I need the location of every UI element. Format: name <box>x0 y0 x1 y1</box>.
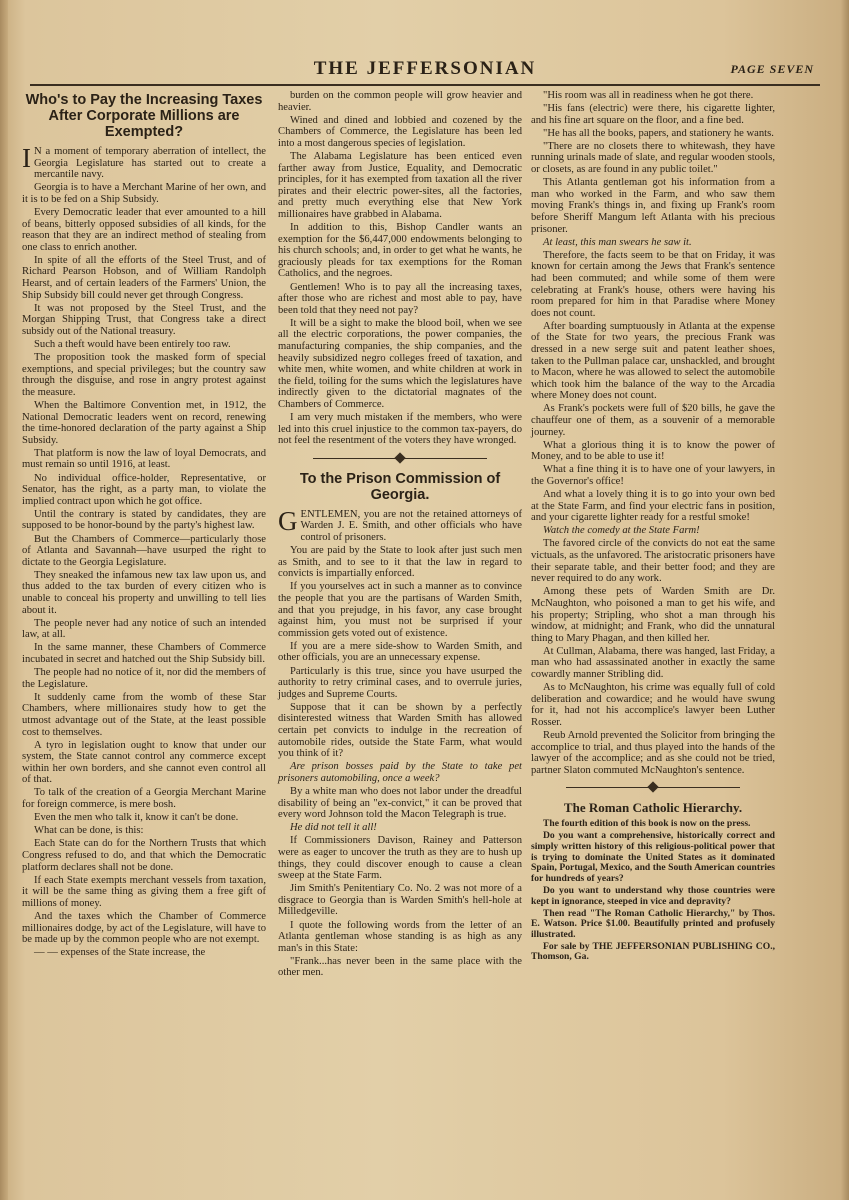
page-left-edge <box>0 0 8 1200</box>
paragraph: And the taxes which the Chamber of Commerce millionaires dodge, by act of the Legislature, will have to be made up by the common people who are not exempt. <box>22 910 266 946</box>
drop-cap: I <box>22 143 31 173</box>
paragraph: The proposition took the masked form of special exemptions, and special privileges; but the country saw through the disguise, and rose in angry protest against the measure. <box>22 352 266 398</box>
paragraph: The people had no notice of it, nor did the members of the Legislature. <box>22 667 266 690</box>
paragraph: Until the contrary is stated by candidates, they are supposed to be honor-bound by the party's highest law. <box>22 508 266 532</box>
paragraph: But the Chambers of Commerce—particularly those of Atlanta and Savannah—have usurped the right to dictate to the Georgia Legislature. <box>22 533 266 568</box>
paragraph: In addition to this, Bishop Candler wants an exemption for the $6,447,000 endowments belonging to his church schools; and, in order to get what he wants, he graciously pleads for tax exemptions for the Roman Catholics, and the negroes. <box>278 222 522 280</box>
column-3 <box>531 90 775 965</box>
lead-text: ENTLEMEN, you are not the retained attorneys of Warden J. E. Smith, and other officials who have control of prisoners. <box>300 508 522 543</box>
drop-cap: G <box>278 505 298 536</box>
section-divider <box>566 781 740 794</box>
paragraph: A tyro in legislation ought to know that under our system, the State cannot control any commerce except within her own borders, and she cannot even control all of that. <box>22 739 266 786</box>
book-advertisement <box>531 819 775 963</box>
paragraph: It was not proposed by the Steel Trust, and the Morgan Shipping Trust, that Congress take a direct subsidy out of the National treasury. <box>22 302 266 337</box>
paragraph: You are paid by the State to look after just such men as Smith, and to see to it that the law in regard to convicts is impartially enforced. <box>278 545 522 580</box>
paragraph: Such a theft would have been entirely too raw. <box>34 339 231 350</box>
paragraph: Every Democratic leader that ever amounted to a hill of beans, bitterly opposed subsidies of all kinds, for the reason that they are an indirect method of stealing from one class to enrich another. <box>22 206 266 253</box>
paragraph: "His fans (electric) were there, his cigarette lighter, and his fine art square on the floor, and a fine bed. <box>531 103 775 126</box>
paragraph: Do you want a comprehensive, historically correct and simply written history of this religious-political power that is trying to dominate the United States as it dominated Spain, Portugal, Mexico, and the South American countries for hundreds of years? <box>531 830 775 884</box>
paragraph: To talk of the creation of a Georgia Merchant Marine for foreign commerce, is mere bosh. <box>22 787 266 811</box>
paragraph: I am very much mistaken if the members, who were led into this cruel injustice to the common tax-payers, do not feel the resentment of the voters they have wronged. <box>278 412 522 447</box>
paragraph: Particularly is this true, since you have usurped the authority to retry criminal cases, and to overrule juries, judges and Supreme Courts. <box>278 665 522 700</box>
paragraph: The people never had any notice of such an intended law, at all. <box>22 617 266 641</box>
paragraph: The fourth edition of this book is now on the press. <box>543 818 751 830</box>
paragraph: If you yourselves act in such a manner as to convince the people that you are the partisans of Warden Smith, and that you prejudge, in his favor, any case brought against him, you must not be surprised if your commission gets voted out of existence. <box>278 581 522 639</box>
paragraph: The Alabama Legislature has been enticed even farther away from Justice, Equality, and Democratic principles, for it has exempted from taxation all the river pirates and their electric power-sites, all the factories, and pretty much everything else that New York millionaires have grabbed in Alabama. <box>278 150 522 220</box>
masthead <box>30 58 820 84</box>
paragraph: As to McNaughton, his crime was equally full of cold deliberation and cowardice; and he would have swung for it, had not his accomplice's lawyer been Luther Rosser. <box>531 682 775 728</box>
paragraph: It suddenly came from the womb of these Star Chambers, where millionaires study how to get the utmost advantage out of the State, at the least possible cost to themselves. <box>22 691 266 738</box>
paragraph: And what a lovely thing it is to go into your own bed at the State Farm, and find your electric fans in position, and your cigarette lighter ready for a restful smoke! <box>531 489 775 524</box>
paragraph: Watch the comedy at the State Farm! <box>543 525 700 537</box>
paragraph: burden on the common people will grow heavier and heavier. <box>278 90 522 113</box>
paragraph: For sale by THE JEFFERSONIAN PUBLISHING CO., Thomson, Ga. <box>531 940 775 963</box>
paragraph: In the same manner, these Chambers of Commerce incubated in secret and hatched out the Ship Subsidy bill. <box>22 642 266 665</box>
article-body-prison-cont <box>531 90 775 776</box>
paragraph: "He has all the books, papers, and stationery he wants. <box>543 127 774 139</box>
paragraph: At least, this man swears he saw it. <box>543 236 692 248</box>
paragraph: What a glorious thing it is to know the power of Money, and to be able to use it! <box>531 439 775 463</box>
paragraph: "His room was all in readiness when he got there. <box>543 90 754 101</box>
column-2 <box>278 90 522 980</box>
lead-text: N a moment of temporary aberration of intellect, the Georgia Legislature has started out to create a mercantile navy. <box>34 146 266 181</box>
paragraph: — — expenses of the State increase, the <box>34 947 206 959</box>
paragraph: "There are no closets there to whitewash, they have running urinals made of slate, and regular wooden stools, or closets, as are found in any public toilet." <box>531 140 775 176</box>
paragraph: Among these pets of Warden Smith are Dr. McNaughton, who poisoned a man to get his wife, and his property; Stripling, who shot a man through his window, at midnight; and Frank, who did the unnatural thing to Mary Phagan, and then killed her. <box>531 586 775 644</box>
page-number: PAGE SEVEN <box>730 62 814 76</box>
article-title-taxes: Who's to Pay the Increasing Taxes After Corporate Millions are Exempted? <box>25 92 263 140</box>
paragraph: When the Baltimore Convention met, in 1912, the National Democratic leaders went on record, renewing the time-honored declaration of the party against a Ship Subsidy. <box>22 399 266 446</box>
paragraph: If you are a mere side-show to Warden Smith, and other officials, you are an unnecessary expense. <box>278 640 522 664</box>
article-lead <box>22 143 266 181</box>
section-divider <box>313 452 487 465</box>
paragraph: Even the men who talk it, know it can't be done. <box>34 812 239 824</box>
page-right-edge <box>841 0 849 1200</box>
paragraph: No individual office-holder, Representative, or Senator, has the right, as a party man, to violate the implied contract upon which he got office. <box>22 472 266 507</box>
paragraph: Georgia is to have a Merchant Marine of her own, and it is to be fed on a Ship Subsidy. <box>22 182 266 205</box>
paragraph: I quote the following words from the letter of an Atlanta gentleman whose standing is as high as any man's in this State: <box>278 919 522 954</box>
paragraph: What can be done, is this: <box>34 825 144 837</box>
paragraph: Suppose that it can be shown by a perfectly disinterested witness that Warden Smith has allowed certain pet convicts to indulge in the recreation of automobile rides, outside the State Farm, what would you think of it? <box>278 701 522 760</box>
paragraph: Then read "The Roman Catholic Hierarchy," by Thos. E. Watson. Price $1.00. Beautifully printed and profusely illustrated. <box>531 907 775 940</box>
paragraph: If Commissioners Davison, Rainey and Patterson were as eager to uncover the truth as they are to hush up things, they could discover enough to cause a clean sweep at the State Farm. <box>278 835 522 882</box>
paragraph: The favored circle of the convicts do not eat the same victuals, as the unfavored. The aristocratic prisoners have their separate table, and their better food; and they are never required to do any work. <box>531 538 775 585</box>
paragraph: Are prison bosses paid by the State to take pet prisoners automobiling, once a week? <box>278 761 522 784</box>
paragraph: Therefore, the facts seem to be that on Friday, it was known for certain among the Jews that Frank's sentence had been commuted; and while some of them were celebrating at Frank's house, others were having his room prepared for him in that Paradise where Money does not count. <box>531 249 775 319</box>
paragraph: What a fine thing it is to have one of your lawyers, in the Governor's office! <box>531 464 775 487</box>
paragraph: "Frank...has never been in the same place with the other men. <box>278 955 522 979</box>
paragraph: It will be a sight to make the blood boil, when we see all the electric corporations, the power companies, the manufacturing companies, the ship companies, and the heavily subsidized negro colleges freed of taxation, and white men, white women, and white children at work in the field, toiling for the sums which the legislatures have indirectly given to the dictatorial magnates of the Chambers of Commerce. <box>278 317 522 410</box>
paragraph: Wined and dined and lobbied and cozened by the Chambers of Commerce, the Legislature has been led into a most dangerous species of legislation. <box>278 114 522 149</box>
paragraph: At Cullman, Alabama, there was hanged, last Friday, a man who had assassinated another in exactly the same cowardly manner Stribling did. <box>531 645 775 680</box>
paragraph: He did not tell it all! <box>290 822 377 834</box>
paragraph: Each State can do for the Northern Trusts that which Congress refused to do, and that which the Democratic platform declares shall not be done. <box>22 838 266 873</box>
article-title-prison: To the Prison Commission of Georgia. <box>299 470 501 503</box>
paragraph: By a white man who does not labor under the dreadful disability of being an "ex-convict," it can be proved that every word Johnson told the Macon Telegraph is true. <box>278 785 522 821</box>
column-1 <box>22 90 266 960</box>
paragraph: After boarding sumptuously in Atlanta at the expense of the State for two years, the precious Frank was dressed in a new serge suit and patent leather shoes, taken to the Pullman palace car, unshackled, and brought to Macon, where he was allowed to select the automobile which took him the balance of the way to the Arcadia where Money does not count. <box>531 320 775 402</box>
paragraph: That platform is now the law of loyal Democrats, and must remain so until 1916, at least. <box>22 447 266 471</box>
article-lead <box>278 505 522 544</box>
ad-title-hierarchy: The Roman Catholic Hierarchy. <box>563 800 743 816</box>
paragraph: In spite of all the efforts of the Steel Trust, and of Richard Pearson Hobson, and of William Randolph Hearst, and of certain leaders of the Farmers' Union, the Ship Subsidy bill could never get through Congress. <box>22 254 266 301</box>
paragraph: Do you want to understand why those countries were kept in ignorance, steeped in vice and depravity? <box>531 884 775 907</box>
paragraph: As Frank's pockets were full of $20 bills, he gave the chauffeur one of them, as a souvenir of a memorable journey. <box>531 403 775 438</box>
article-body-prison <box>278 545 522 979</box>
paragraph: They sneaked the infamous new tax law upon us, and thus added to the tax burden of every citizen who is unable to conceal his property and unwilling to tell lies about it. <box>22 569 266 616</box>
paragraph: If each State exempts merchant vessels from taxation, it will be the same thing as giving them a free gift of millions of money. <box>22 874 266 909</box>
masthead-title: THE JEFFERSONIAN <box>313 58 537 79</box>
paragraph: Reub Arnold prevented the Solicitor from bringing the accomplice to trial, and thus played into the hands of the lawyer of the accomplice; and as she could not be tried, partner Slaton commuted McNaughton's sentence. <box>531 729 775 776</box>
masthead-rule <box>30 84 820 86</box>
paragraph: Gentlemen! Who is to pay all the increasing taxes, after those who are richest and most able to pay, have been told that they need not pay? <box>278 281 522 316</box>
paragraph: Jim Smith's Penitentiary Co. No. 2 was not more of a disgrace to Georgia than is Warden Smith's hell-hole at Milledgeville. <box>278 883 522 918</box>
paragraph: This Atlanta gentleman got his information from a man who worked in the Farm, and who saw them moving Frank's things in, and fixing up Frank's room before Sheriff Mangum left Atlanta with his precious prisoner. <box>531 177 775 235</box>
article-continuation <box>278 90 522 447</box>
article-body-taxes <box>22 182 266 959</box>
